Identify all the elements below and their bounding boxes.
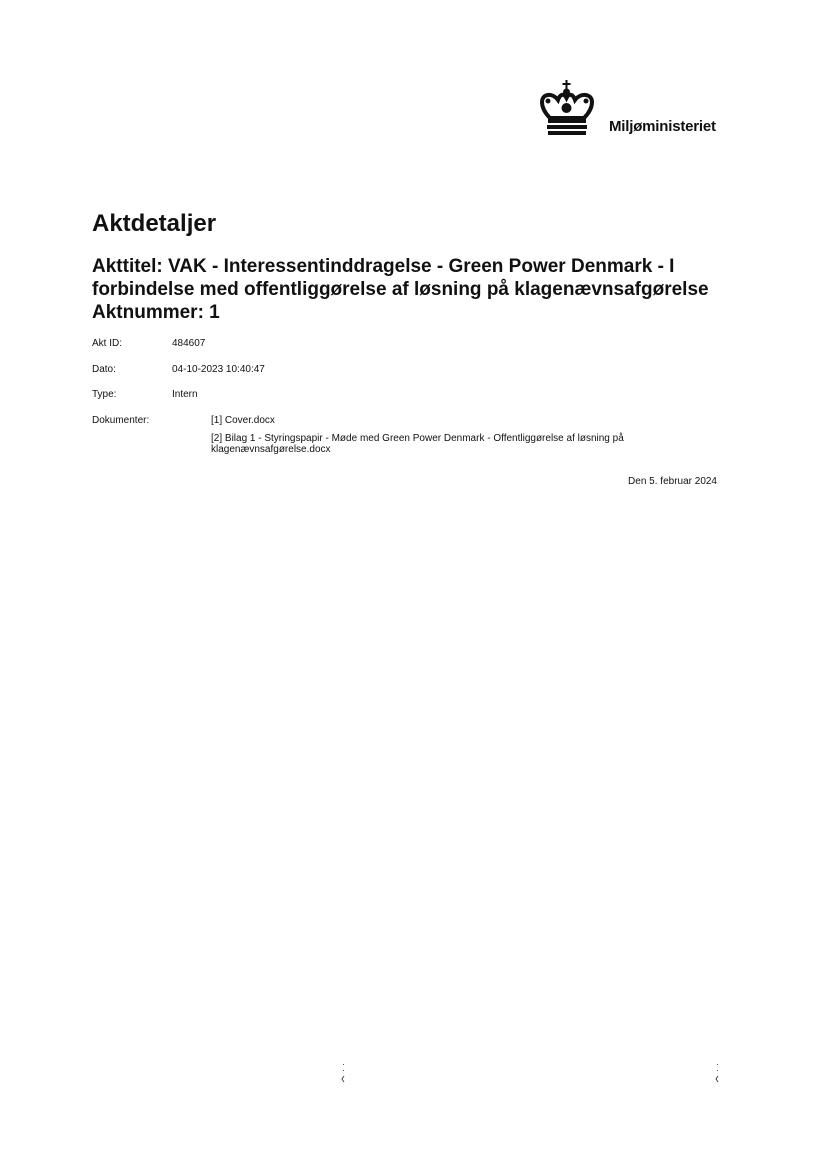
case-number: Aktnummer: 1: [92, 302, 220, 323]
field-value: 484607: [172, 338, 206, 349]
crown-icon: [538, 80, 596, 136]
ministry-logo: [538, 80, 738, 140]
field-label: Type:: [92, 389, 117, 400]
scan-mark-left: [341, 1064, 347, 1086]
field-value: Intern: [172, 389, 198, 400]
document-item: [1] Cover.docx: [211, 415, 275, 426]
title-line: Akttitel: VAK - Interessentinddragelse - Green Power Denmark - I: [92, 256, 675, 277]
page-heading: Aktdetaljer: [92, 210, 217, 237]
title-line: forbindelse med offentliggørelse af løsning på klagenævnsafgørelse: [92, 279, 709, 300]
scan-mark-right: [715, 1064, 721, 1086]
ministry-name: Miljøministeriet: [609, 118, 716, 135]
field-label: Akt ID:: [92, 338, 123, 349]
document-list: [211, 415, 681, 460]
field-label: Dato:: [92, 364, 116, 375]
document-item: [2] Bilag 1 - Styringspapir - Møde med Green Power Denmark - Offentliggørelse af løsning på klagenævnsafgørelse.docx: [211, 433, 624, 455]
issue-date: Den 5. februar 2024: [628, 476, 717, 487]
field-value: 04-10-2023 10:40:47: [172, 364, 265, 375]
field-label: Dokumenter:: [92, 415, 150, 426]
document-title: [92, 255, 752, 324]
